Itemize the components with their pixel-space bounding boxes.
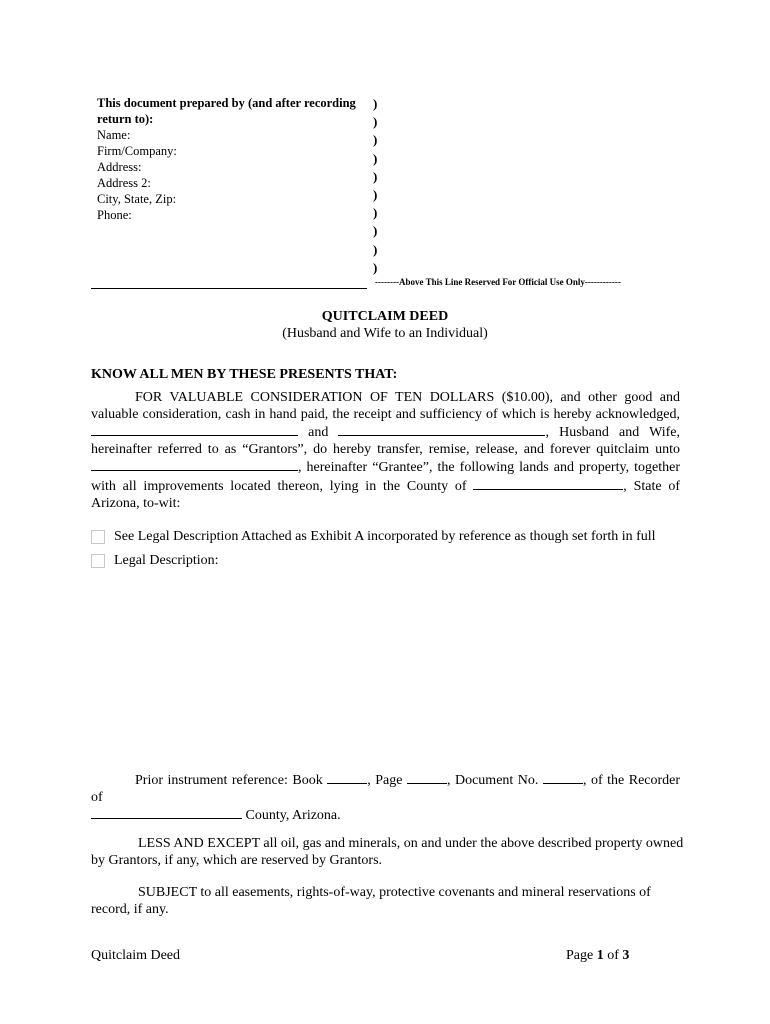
paren: ) [373,241,378,257]
consideration-line-2: valuable consideration, cash in hand paid, the receipt and sufficiency of which is hereby acknowledged, [91,406,680,422]
less-except-line-1: LESS AND EXCEPT all oil, gas and minerals, on and under the above described property owned [138,836,684,851]
exhibit-option-label: See Legal Description Attached as Exhibit A incorporated by reference as though set forth in full [114,529,656,544]
paren: ) [373,96,378,111]
footer-page-number: Page 1 of 3 [566,948,630,963]
prepared-by-title-cont: return to): [97,112,154,126]
consideration-paragraph [91,390,680,512]
consideration-line-7: Arizona, to-wit: [91,495,181,511]
grantee-blank[interactable] [91,458,298,471]
prepared-by-title: This document prepared by (and after recording [97,96,356,110]
field-firm-label: Firm/Company: [97,144,177,158]
field-city-state-zip-label: City, State, Zip: [97,192,177,206]
recorder-county-blank[interactable] [91,806,242,819]
total-pages: 3 [622,948,630,963]
legal-description-label: Legal Description: [114,553,219,568]
consideration-line-1: FOR VALUABLE CONSIDERATION OF TEN DOLLARS ($10.00), and other good and [135,390,680,405]
consideration-line-5: , hereinafter “Grantee”, the following lands and property, together [91,458,680,477]
paren: ) [373,223,378,239]
document-title: QUITCLAIM DEED [321,309,449,324]
county-blank[interactable] [473,477,623,490]
page-blank[interactable] [407,771,447,784]
legal-description-checkbox[interactable] [91,554,105,568]
book-blank[interactable] [327,771,367,784]
paren: ) [373,186,378,202]
footer-document-name: Quitclaim Deed [91,948,181,963]
legal-description-option [91,553,219,569]
know-all-heading: KNOW ALL MEN BY THESE PRESENTS THAT: [91,367,398,382]
paren: ) [373,168,378,184]
consideration-line-3: and , Husband and Wife, [91,423,680,442]
paren: ) [373,132,378,148]
paren: ) [373,205,378,221]
subject-to-paragraph [91,885,680,918]
field-address-label: Address: [97,160,142,174]
grantor-1-blank[interactable] [91,423,298,436]
reserved-notice: --------Above This Line Reserved For Official Use Only------------ [375,277,621,287]
less-except-line-2: by Grantors, if any, which are reserved by Grantors. [91,852,383,868]
consideration-line-4: hereinafter referred to as “Grantors”, do hereby transfer, remise, release, and forever quitclaim unto [91,441,680,457]
prior-line-1: Prior instrument reference: Book , Page , Document No. , of the Recorder [135,773,681,788]
document-no-blank[interactable] [543,771,583,784]
current-page: 1 [596,948,604,963]
prepared-by-block [97,95,367,223]
recording-line [91,288,367,289]
field-address2-label: Address 2: [97,176,151,190]
paren: ) [373,259,378,275]
less-except-paragraph [91,836,684,869]
prior-instrument-paragraph [91,771,680,825]
subject-line-1: SUBJECT to all easements, rights-of-way, protective covenants and mineral reservations of [138,885,651,900]
paren: ) [373,114,378,130]
field-name-label: Name: [97,128,131,142]
paren: ) [373,150,378,166]
grantor-2-blank[interactable] [338,423,545,436]
paren-column [373,95,383,277]
subject-line-2: record, if any. [91,901,169,917]
field-phone-label: Phone: [97,208,132,222]
consideration-line-6: with all improvements located thereon, lying in the County of , State of [91,478,681,494]
exhibit-checkbox[interactable] [91,530,105,544]
prior-line-3: County, Arizona. [91,806,680,825]
prior-line-2: of [91,789,103,805]
document-subtitle: (Husband and Wife to an Individual) [282,326,488,341]
exhibit-option [91,529,656,545]
